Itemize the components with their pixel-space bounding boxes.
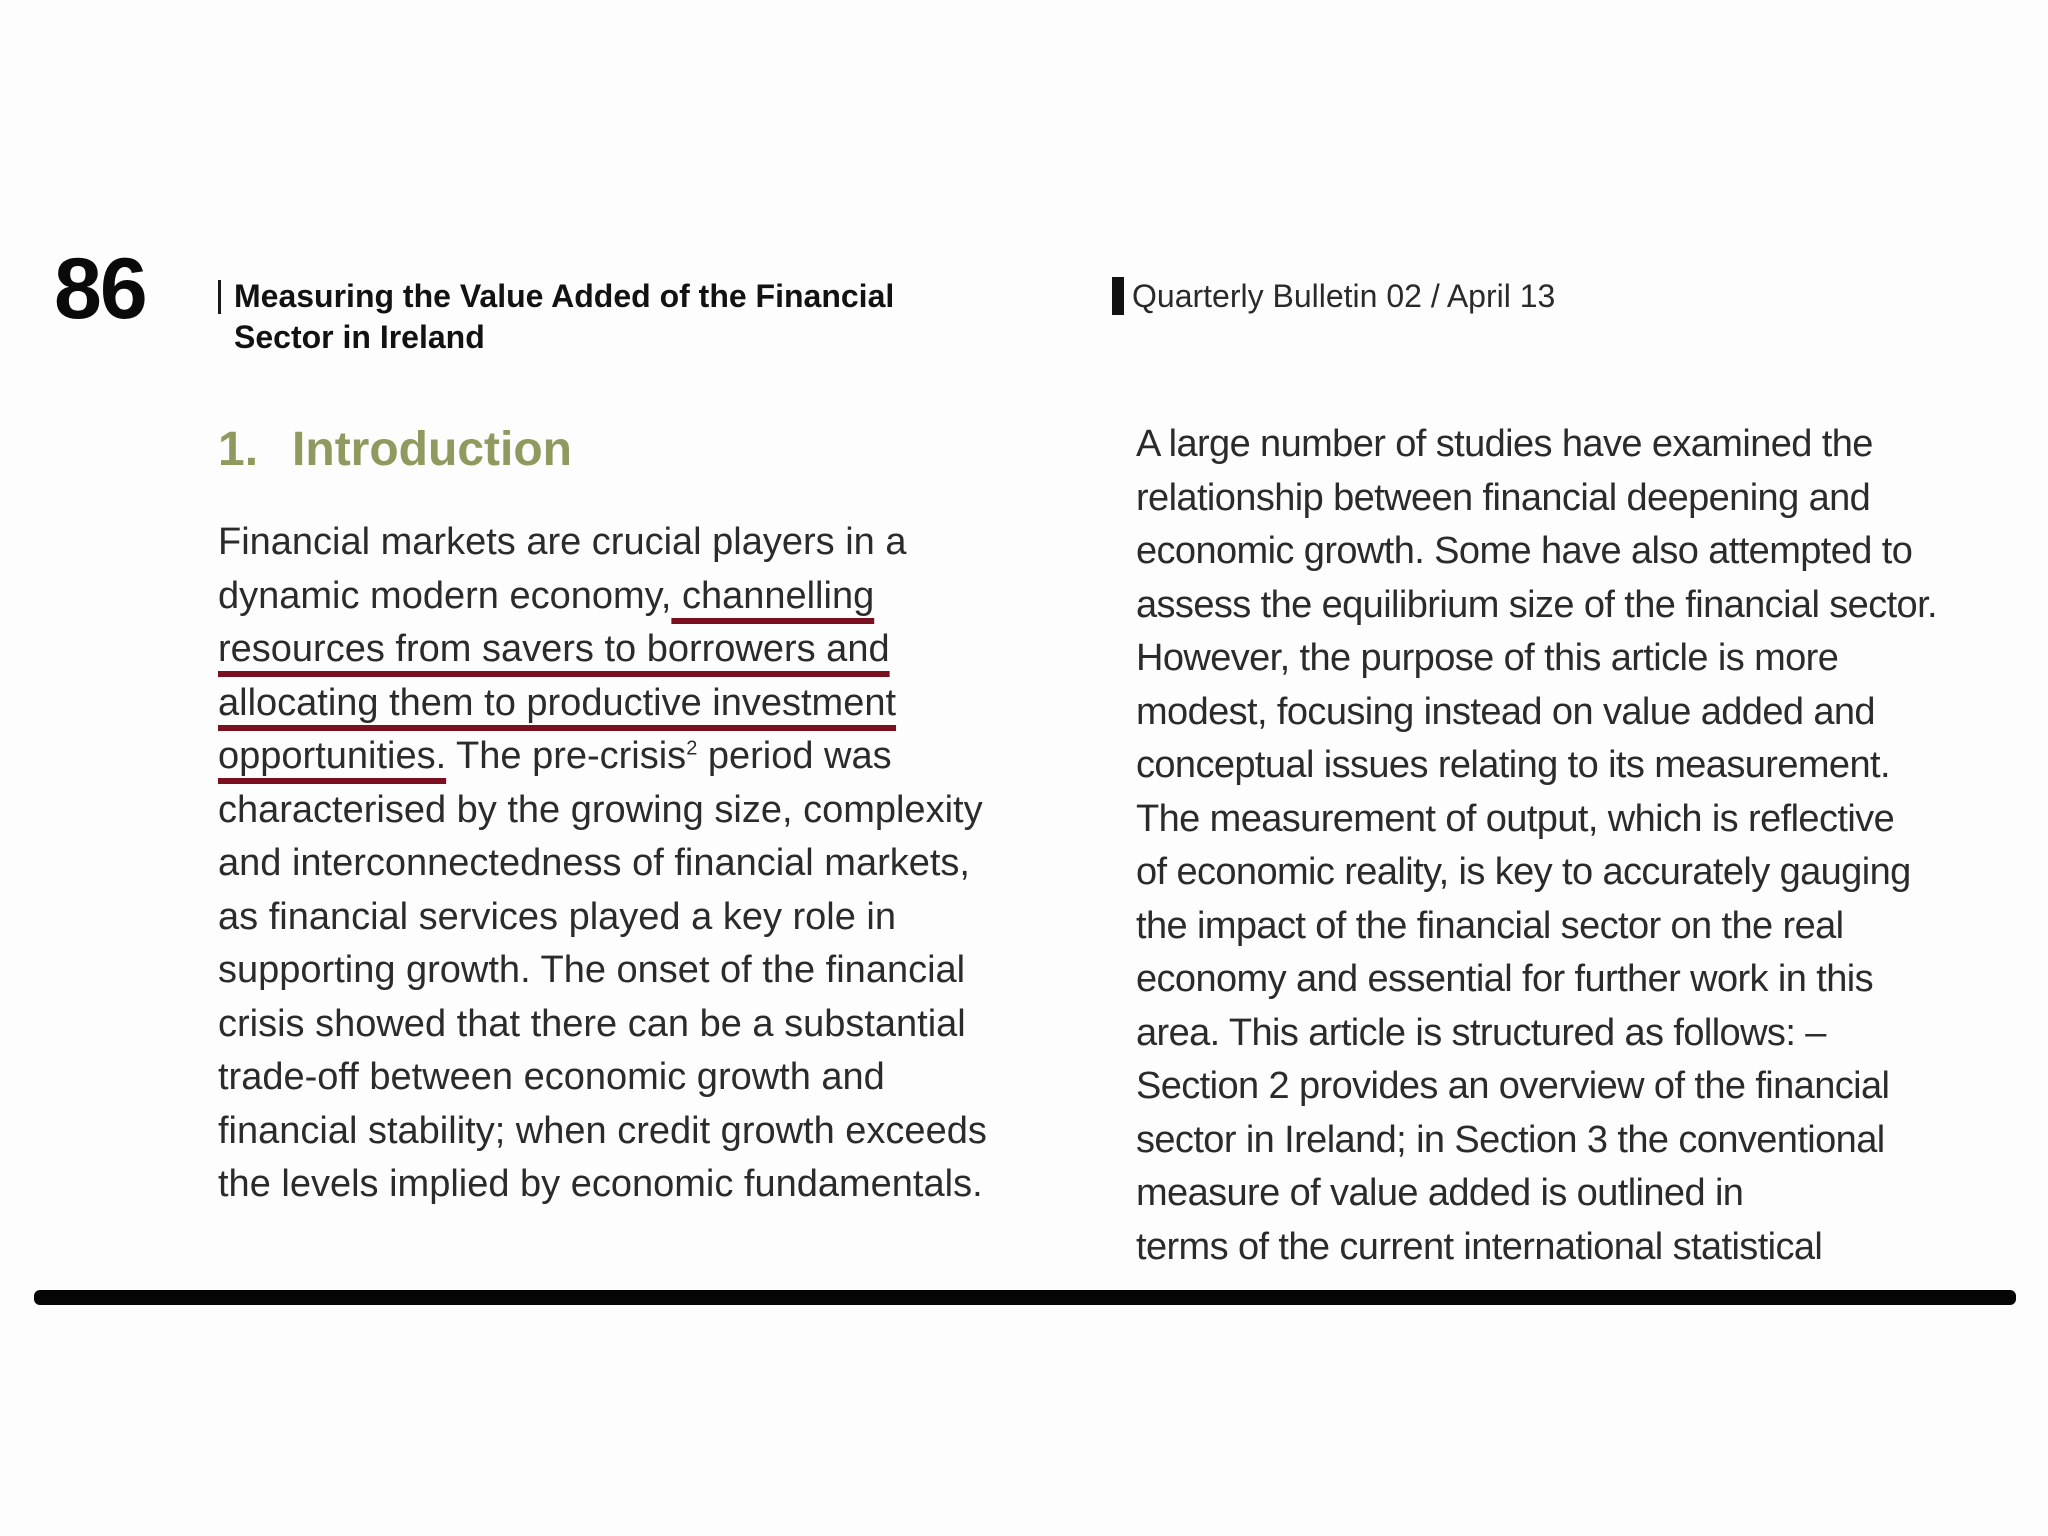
- running-header-publication: [1112, 276, 1555, 318]
- text-line: and interconnectedness of financial markets,: [218, 842, 970, 884]
- article-title-line-1: Measuring the Value Added of the Financial: [234, 278, 895, 314]
- page-number: 86: [54, 241, 146, 337]
- text-line: economic growth. Some have also attempted to: [1136, 530, 1913, 572]
- text-line: economy and essential for further work in this: [1136, 958, 1873, 1000]
- text-line: [218, 730, 1048, 784]
- text-line: [218, 570, 1048, 624]
- text-run: The pre-crisis: [446, 735, 687, 777]
- publication-name: Quarterly Bulletin 02 / April 13: [1132, 278, 1556, 314]
- horizontal-rule: [34, 1290, 2016, 1305]
- underlined-phrase: opportunities.: [218, 735, 447, 777]
- section-number: 1.: [218, 423, 259, 476]
- text-line: Section 2 provides an overview of the financial: [1136, 1065, 1890, 1107]
- running-header-article-title: [218, 276, 994, 358]
- text-line: characterised by the growing size, complexity: [218, 788, 983, 831]
- underlined-phrase: resources from savers to borrowers and: [218, 628, 890, 670]
- text-line: supporting growth. The onset of the financial: [218, 949, 966, 991]
- text-line: Financial markets are crucial players in a: [218, 521, 907, 563]
- text-line: relationship between financial deepening and: [1136, 476, 1871, 519]
- publication-marker: [1112, 277, 1124, 315]
- section-heading: [218, 422, 572, 478]
- text-run: dynamic modern economy,: [218, 574, 672, 617]
- text-line: financial stability; when credit growth exceeds: [218, 1109, 987, 1152]
- text-line: of economic reality, is key to accurately gauging: [1136, 851, 1911, 893]
- text-line: [218, 623, 1048, 677]
- text-line: The measurement of output, which is reflective: [1136, 797, 1895, 840]
- text-line: the impact of the financial sector on the real: [1136, 904, 1844, 947]
- left-column-paragraph: [218, 516, 1048, 1212]
- text-line: crisis showed that there can be a substantial: [218, 1002, 966, 1045]
- underlined-phrase: allocating them to productive investment: [218, 681, 897, 724]
- section-title: Introduction: [292, 423, 572, 476]
- text-line: However, the purpose of this article is more: [1136, 637, 1839, 679]
- footnote-marker[interactable]: 2: [686, 737, 698, 760]
- right-column-paragraph: [1136, 418, 1996, 1274]
- header-divider: [218, 280, 221, 314]
- text-line: the levels implied by economic fundamentals.: [218, 1163, 983, 1205]
- text-line: as financial services played a key role in: [218, 895, 897, 938]
- text-line: assess the equilibrium size of the financial sector.: [1136, 583, 1937, 626]
- text-line: area. This article is structured as follows: –: [1136, 1011, 1826, 1054]
- article-title-line-2: Sector in Ireland: [234, 319, 485, 355]
- text-line: measure of value added is outlined in: [1136, 1172, 1744, 1214]
- text-line: sector in Ireland; in Section 3 the conventional: [1136, 1118, 1885, 1161]
- text-line: [218, 677, 1048, 731]
- text-line: terms of the current international statistical: [1136, 1225, 1823, 1268]
- text-line: modest, focusing instead on value added and: [1136, 690, 1875, 733]
- text-line: trade-off between economic growth and: [218, 1056, 885, 1098]
- underlined-phrase: channelling: [671, 574, 875, 617]
- text-line: A large number of studies have examined the: [1136, 423, 1873, 465]
- text-run: period was: [697, 735, 892, 777]
- text-line: conceptual issues relating to its measurement.: [1136, 744, 1890, 786]
